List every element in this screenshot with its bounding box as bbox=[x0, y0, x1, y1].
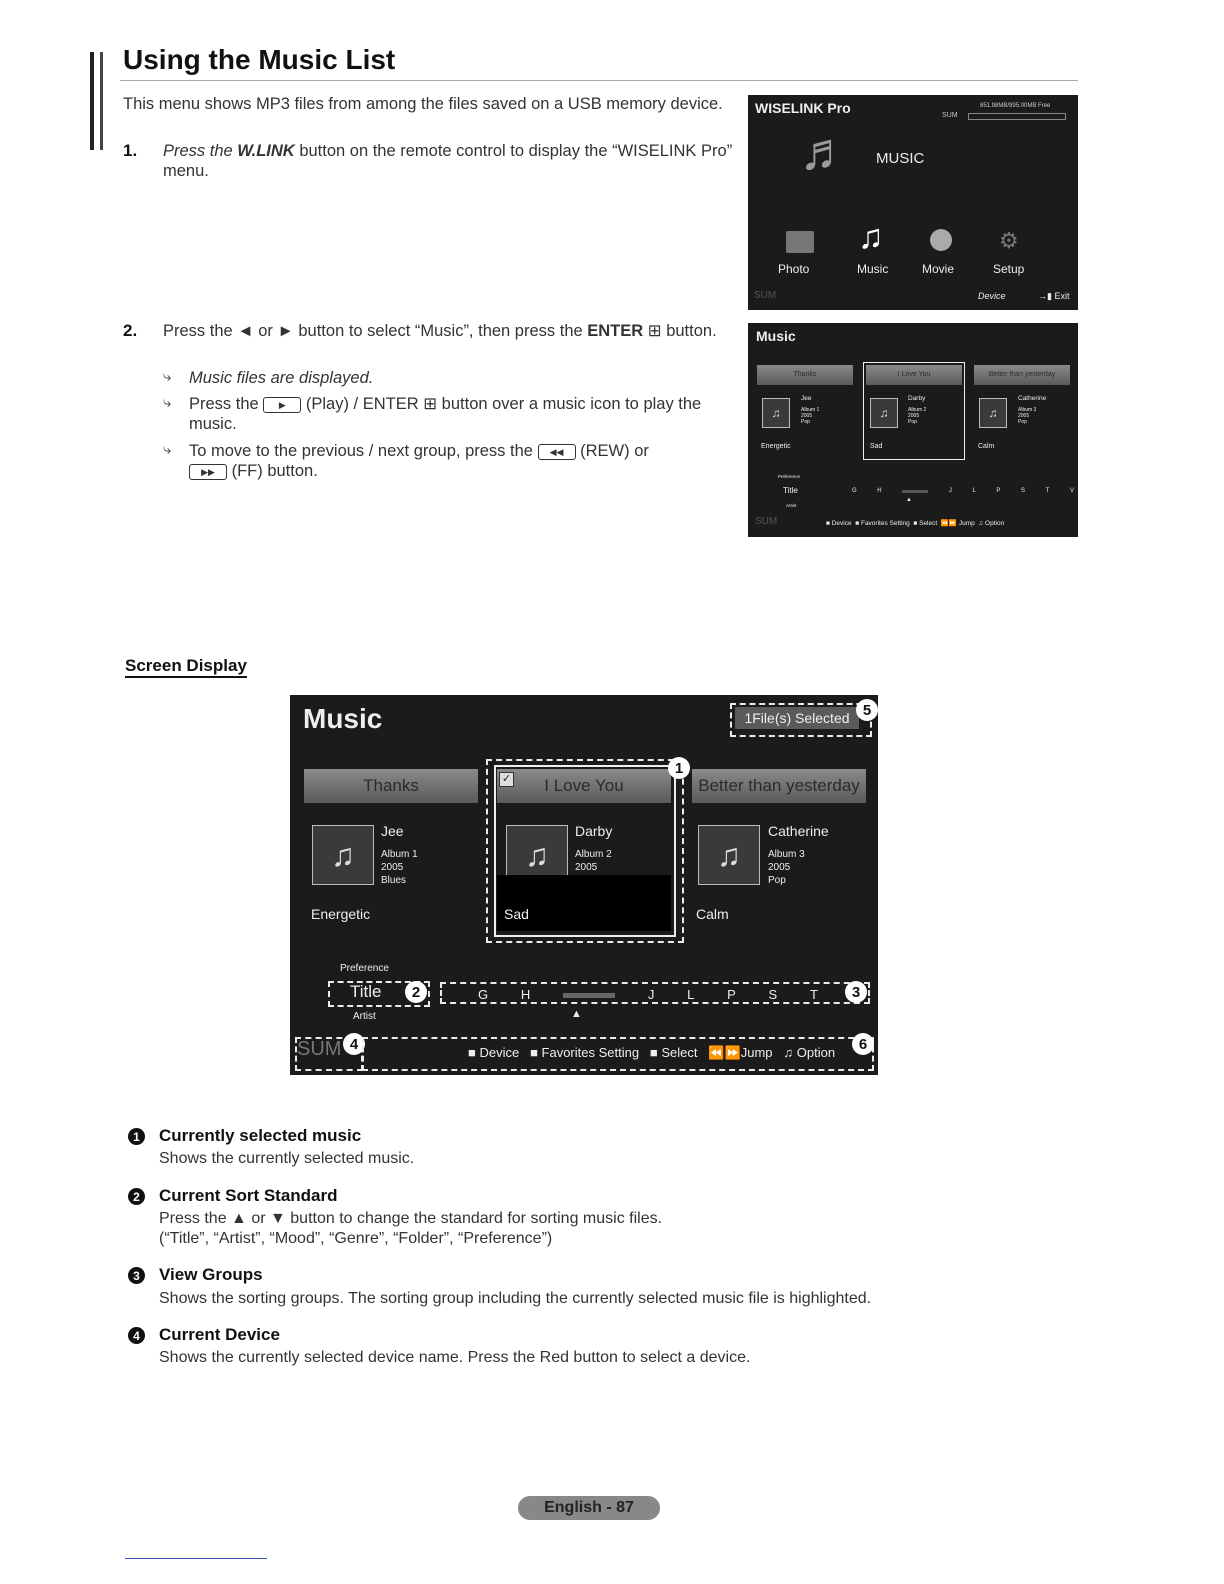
desc-1-text: Shows the currently selected music. bbox=[159, 1150, 415, 1167]
screen-display-heading: Screen Display bbox=[125, 656, 247, 678]
tile-2-meta: Album 2 2005 bbox=[575, 849, 612, 873]
step-2-text bbox=[163, 321, 723, 341]
music-small-title: Music bbox=[756, 328, 796, 344]
music-note-icon[interactable]: ♫ bbox=[858, 218, 884, 256]
option-button[interactable]: ♫ Option bbox=[783, 1045, 836, 1060]
step-1-text-pre: Press the bbox=[163, 142, 238, 160]
tile-2-artist: Darby bbox=[575, 823, 613, 839]
small-tile-2-head: I Love You bbox=[866, 365, 962, 385]
gear-icon[interactable]: ⚙ bbox=[999, 228, 1019, 253]
desc-4-number: 4 bbox=[128, 1327, 145, 1344]
ff-key-icon: ▶▶ bbox=[189, 464, 227, 480]
menu-movie[interactable]: Movie bbox=[922, 262, 955, 276]
tile-1-artist: Jee bbox=[381, 823, 404, 839]
small-tile-3-meta: Album 3 2005 Pop bbox=[1018, 407, 1037, 425]
small-tile-2-mood: Sad bbox=[870, 443, 883, 450]
desc-3-text: Shows the sorting groups. The sorting group including the currently selected music file is highlighted. bbox=[159, 1290, 872, 1307]
desc-3-number: 3 bbox=[128, 1267, 145, 1284]
small-group[interactable]: J bbox=[948, 488, 952, 494]
select-button[interactable]: ■ Select bbox=[649, 1045, 698, 1060]
small-group[interactable]: L bbox=[972, 488, 976, 494]
music-note-icon[interactable]: ♫ bbox=[979, 398, 1007, 428]
small-sort-prev: Preference bbox=[778, 474, 801, 479]
headphones-icon: ♬ bbox=[799, 123, 851, 181]
note-arrow-icon: ⤷ bbox=[163, 394, 172, 411]
group[interactable]: P bbox=[727, 987, 736, 1002]
callout-2: 2 bbox=[405, 981, 427, 1003]
small-tile-3-head: Better than yesterday bbox=[974, 365, 1070, 385]
footer-exit-button[interactable]: →▮ Exit bbox=[1038, 291, 1070, 301]
desc-2-text-2: (“Title”, “Artist”, “Mood”, “Genre”, “Folder”, “Preference”) bbox=[159, 1230, 553, 1247]
step-2-text-pre: Press the ◄ or ► button to select “Music”, then press the bbox=[163, 322, 588, 340]
desc-1-number: 1 bbox=[128, 1128, 145, 1145]
tile-3-head: Better than yesterday bbox=[692, 769, 866, 803]
small-group[interactable]: P bbox=[996, 488, 1001, 494]
rew-key-icon: ◀◀ bbox=[538, 444, 576, 460]
small-group[interactable]: S bbox=[1021, 488, 1026, 494]
desc-1-title: Currently selected music bbox=[159, 1126, 362, 1145]
small-tile-1-meta: Album 1 2005 Pop bbox=[801, 407, 820, 425]
note-1 bbox=[189, 368, 373, 388]
step-1-number: 1. bbox=[123, 141, 138, 160]
note-3-text: To move to the previous / next group, press the bbox=[189, 442, 533, 460]
callout-4: 4 bbox=[343, 1033, 365, 1055]
intro-text: This menu shows MP3 files from among the files saved on a USB memory device. bbox=[123, 95, 723, 113]
footer-device-name: SUM bbox=[297, 1038, 342, 1060]
step-2-text-post: button. bbox=[661, 322, 717, 340]
group[interactable]: G bbox=[478, 987, 489, 1002]
small-sort-next: Artist bbox=[786, 503, 797, 508]
small-tile-1-artist: Jee bbox=[801, 395, 812, 402]
music-screen-large bbox=[290, 695, 878, 1075]
wiselink-section: MUSIC bbox=[876, 150, 925, 167]
sort-prev: Preference bbox=[340, 963, 389, 974]
group-marker-icon: ▲ bbox=[571, 1008, 582, 1020]
note-2 bbox=[189, 394, 719, 434]
small-group-bar[interactable] bbox=[852, 488, 1074, 494]
jump-button[interactable]: ⏪⏩ Jump bbox=[940, 520, 975, 527]
page-number-badge: English - 87 bbox=[518, 1496, 660, 1520]
sort-current[interactable]: Title bbox=[350, 982, 382, 1001]
small-tile-1-head: Thanks bbox=[757, 365, 853, 385]
small-footer-device-name: SUM bbox=[755, 516, 778, 527]
sort-next: Artist bbox=[353, 1011, 376, 1022]
desc-4-text: Shows the currently selected device name. Press the Red button to select a device. bbox=[159, 1349, 751, 1366]
wiselink-device: SUM bbox=[942, 112, 958, 119]
small-group-marker-icon: ▲ bbox=[906, 497, 912, 503]
storage-bar bbox=[968, 113, 1066, 120]
desc-2-text: Press the ▲ or ▼ button to change the standard for sorting music files. bbox=[159, 1210, 663, 1227]
group-bar[interactable] bbox=[478, 987, 818, 1002]
favorites-button[interactable]: ■ Favorites Setting bbox=[855, 520, 910, 527]
small-tile-3-artist: Catherine bbox=[1018, 395, 1047, 402]
music-large-title: Music bbox=[303, 703, 383, 734]
callout-5: 5 bbox=[856, 699, 878, 721]
music-note-icon[interactable]: ♫ bbox=[506, 825, 568, 885]
callout-6: 6 bbox=[852, 1033, 874, 1055]
group[interactable]: L bbox=[687, 987, 695, 1002]
small-sort-current[interactable]: Title bbox=[783, 486, 798, 495]
music-screen-small bbox=[748, 323, 1078, 537]
jump-button[interactable]: ⏪⏩Jump bbox=[708, 1045, 773, 1060]
step-1-text-post: button on the remote control to display the “WISELINK Pro” menu. bbox=[163, 142, 733, 180]
group[interactable]: S bbox=[768, 987, 778, 1002]
small-tile-3-mood: Calm bbox=[978, 443, 995, 450]
small-footer-help bbox=[826, 519, 1004, 527]
tile-2-mood: Sad bbox=[504, 906, 529, 922]
step-2-number: 2. bbox=[123, 321, 138, 340]
enter-icon: ⊞ bbox=[647, 322, 662, 340]
note-2-press: Press the bbox=[189, 395, 259, 413]
wiselink-storage: 851.98MB/995.00MB Free bbox=[980, 103, 1051, 109]
page-title: Using the Music List bbox=[123, 44, 396, 75]
small-tile-2-artist: Darby bbox=[908, 395, 926, 402]
film-reel-icon[interactable] bbox=[930, 229, 952, 251]
group-highlight bbox=[563, 993, 615, 998]
device-button[interactable]: ■ Device bbox=[468, 1045, 520, 1060]
small-tile-2-meta: Album 2 2005 Pop bbox=[908, 407, 927, 425]
title-rule bbox=[120, 80, 1078, 81]
note-3-rew: (REW) or bbox=[580, 442, 649, 460]
photo-icon[interactable] bbox=[786, 231, 814, 253]
wiselink-title: WISELINK Pro bbox=[755, 100, 851, 116]
note-2-play: (Play) / ENTER bbox=[305, 395, 419, 413]
favorites-button[interactable]: ■ Favorites Setting bbox=[530, 1045, 640, 1060]
tile-1-mood: Energetic bbox=[311, 906, 371, 922]
note-1-text: Music files are displayed. bbox=[189, 369, 374, 387]
note-2-text: button over a music icon to play the music. bbox=[189, 395, 702, 433]
footer-exit-label: Exit bbox=[1054, 291, 1070, 301]
tile-1-head: Thanks bbox=[304, 769, 478, 803]
footer-help bbox=[468, 1045, 835, 1061]
footer-device-name: SUM bbox=[754, 290, 777, 301]
checkbox-checked-icon[interactable]: ✓ bbox=[499, 772, 514, 787]
tile-3-meta: Album 3 2005 Pop bbox=[768, 849, 805, 886]
step-1-button: W.LINK bbox=[237, 142, 295, 160]
note-arrow-icon: ⤷ bbox=[163, 368, 172, 385]
select-button[interactable]: ■ Select bbox=[913, 520, 938, 527]
play-key-icon: ▶ bbox=[263, 397, 301, 413]
desc-2-title: Current Sort Standard bbox=[159, 1186, 338, 1205]
desc-2-number: 2 bbox=[128, 1188, 145, 1205]
title-accent-bar bbox=[90, 52, 94, 150]
music-note-icon[interactable]: ♫ bbox=[870, 398, 898, 428]
small-group[interactable]: H bbox=[877, 488, 882, 494]
note-arrow-icon: ⤷ bbox=[163, 441, 172, 458]
footer-rule bbox=[125, 1558, 267, 1559]
title-accent-bar bbox=[100, 52, 103, 150]
tile-2-head: I Love You bbox=[497, 769, 671, 803]
music-note-icon[interactable]: ♫ bbox=[312, 825, 374, 885]
footer-device-button[interactable]: Device bbox=[978, 291, 1006, 301]
tile-1-meta: Album 1 2005 Blues bbox=[381, 849, 418, 886]
group[interactable]: H bbox=[520, 987, 531, 1002]
music-note-icon[interactable]: ♫ bbox=[762, 398, 790, 428]
desc-3-title: View Groups bbox=[159, 1265, 263, 1284]
menu-setup[interactable]: Setup bbox=[993, 262, 1025, 276]
device-button[interactable]: ■ Device bbox=[826, 520, 852, 527]
note-3 bbox=[189, 441, 719, 481]
group[interactable]: T bbox=[809, 987, 818, 1002]
menu-music[interactable]: Music bbox=[857, 262, 889, 276]
callout-3: 3 bbox=[845, 981, 867, 1003]
small-group[interactable]: T bbox=[1045, 488, 1050, 494]
desc-4-title: Current Device bbox=[159, 1325, 280, 1344]
group[interactable]: J bbox=[647, 987, 655, 1002]
small-group-highlight bbox=[902, 490, 928, 493]
menu-photo[interactable]: Photo bbox=[778, 262, 810, 276]
enter-icon: ⊞ bbox=[423, 395, 438, 413]
small-group[interactable]: V bbox=[1069, 488, 1074, 494]
option-button[interactable]: ♫ Option bbox=[978, 520, 1005, 527]
step-1-text bbox=[163, 141, 743, 181]
step-2-button: ENTER bbox=[587, 322, 644, 340]
tile-3-artist: Catherine bbox=[768, 823, 829, 839]
note-3-ff: (FF) button. bbox=[231, 462, 318, 480]
music-note-icon[interactable]: ♫ bbox=[698, 825, 760, 885]
tile-3-mood: Calm bbox=[696, 906, 729, 922]
files-selected-badge: 1File(s) Selected bbox=[735, 707, 859, 729]
tile-2-footer-bg bbox=[497, 875, 671, 931]
small-group[interactable]: G bbox=[852, 488, 857, 494]
wiselink-screen bbox=[748, 95, 1078, 310]
callout-1: 1 bbox=[668, 757, 690, 779]
small-tile-1-mood: Energetic bbox=[761, 443, 791, 450]
